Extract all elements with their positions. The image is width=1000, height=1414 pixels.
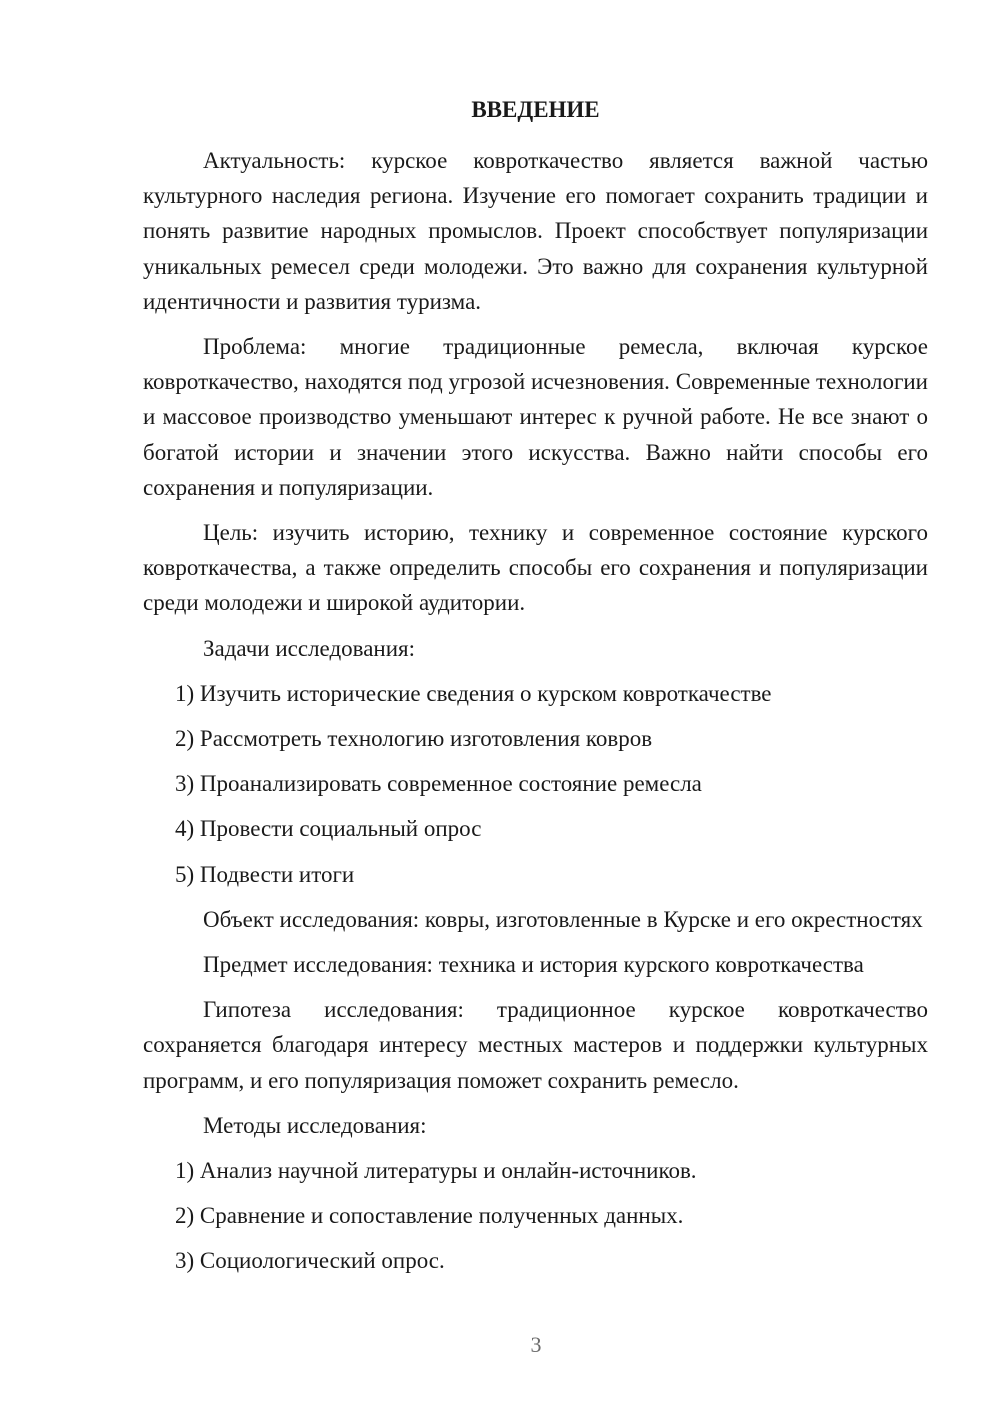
methods-heading: Методы исследования: [203, 1112, 427, 1138]
relevance-paragraph: Актуальность: курское ковроткачество является важной частью культурного наследия региона. Изучение его помогает сохранить традиции и понять развитие народных промыслов. Проект способствует популяризации уникальных ремесел среди молодежи. Это важно для сохранения культурной идентичности и развития туризма. [143, 148, 928, 314]
subject-paragraph: Предмет исследования: техника и история курского ковроткачества [203, 952, 864, 978]
tasks-list [143, 676, 928, 892]
method-item: 2) Сравнение и сопоставление полученных данных. [175, 1203, 684, 1229]
method-item: 1) Анализ научной литературы и онлайн-источников. [175, 1158, 697, 1184]
problem-paragraph: Проблема: многие традиционные ремесла, включая курское ковроткачество, находятся под угрозой исчезновения. Современные технологии и массовое производство уменьшают интерес к ручной работе. Не все знают о богатой истории и значении этого искусства. Важно найти способы его сохранения и популяризации. [143, 334, 928, 500]
page-content [143, 92, 928, 1289]
method-item: 3) Социологический опрос. [175, 1248, 445, 1274]
section-title: ВВЕДЕНИЕ [471, 97, 600, 122]
task-item: 2) Рассмотреть технологию изготовления ковров [175, 726, 653, 752]
methods-list [143, 1153, 928, 1279]
task-item: 5) Подвести итоги [175, 861, 355, 887]
goal-paragraph: Цель: изучить историю, технику и современное состояние курского ковроткачества, а также определить способы его сохранения и популяризации среди молодежи и широкой аудитории. [143, 520, 928, 616]
task-item: 1) Изучить исторические сведения о курском ковроткачестве [175, 680, 772, 706]
task-item: 3) Проанализировать современное состояние ремесла [175, 771, 702, 797]
object-paragraph: Объект исследования: ковры, изготовленные в Курске и его окрестностях [203, 906, 923, 932]
page-number: 3 [530, 1332, 542, 1357]
tasks-heading: Задачи исследования: [203, 635, 416, 661]
hypothesis-paragraph: Гипотеза исследования: традиционное курское ковроткачество сохраняется благодаря интересу местных мастеров и поддержки культурных программ, и его популяризация поможет сохранить ремесло. [143, 997, 928, 1093]
task-item: 4) Провести социальный опрос [175, 816, 482, 842]
